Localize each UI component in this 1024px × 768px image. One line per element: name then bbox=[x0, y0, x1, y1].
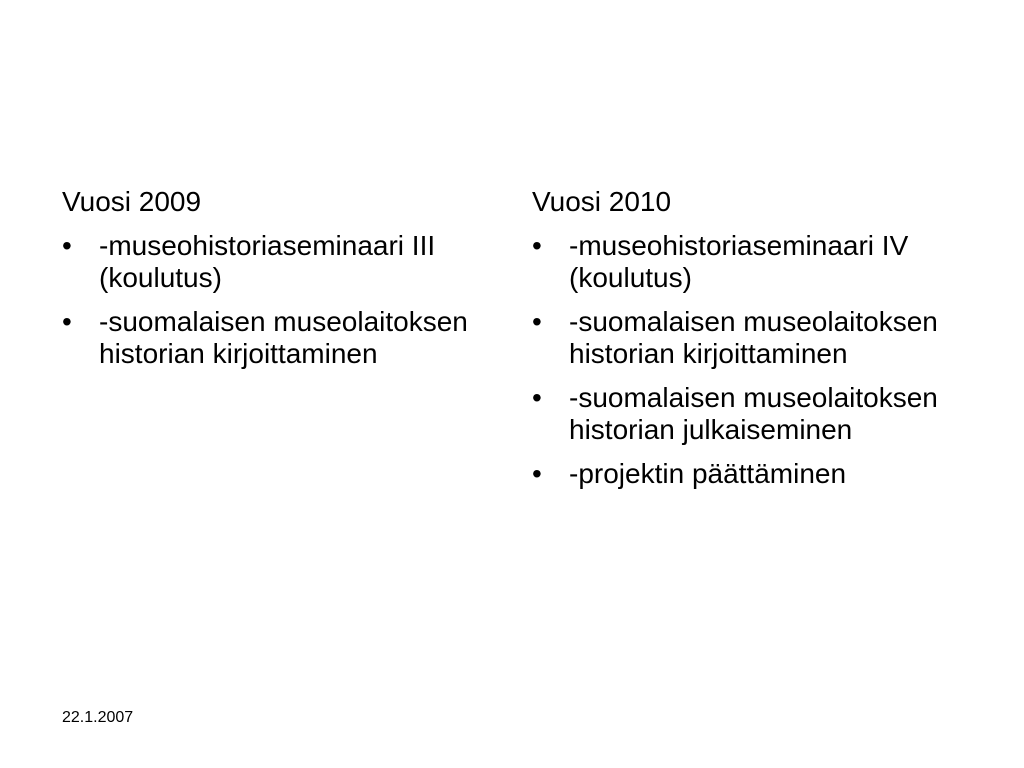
left-bullet-list bbox=[62, 230, 502, 370]
footer-date: 22.1.2007 bbox=[62, 709, 134, 726]
left-column-heading: Vuosi 2009 bbox=[62, 186, 202, 217]
bullet-icon: • bbox=[532, 306, 542, 337]
list-item-text: -suomalaisen museolaitoksen historian kirjoittaminen bbox=[99, 306, 468, 369]
bullet-icon: • bbox=[62, 230, 72, 261]
bullet-icon: • bbox=[62, 306, 72, 337]
list-item-text: -museohistoriaseminaari III (koulutus) bbox=[99, 230, 436, 293]
right-column bbox=[532, 186, 972, 502]
list-item bbox=[62, 230, 502, 294]
list-item bbox=[532, 382, 972, 446]
bullet-icon: • bbox=[532, 230, 542, 261]
list-item-text: -suomalaisen museolaitoksen historian julkaiseminen bbox=[569, 382, 938, 445]
list-item bbox=[532, 306, 972, 370]
left-column bbox=[62, 186, 502, 382]
list-item bbox=[62, 306, 502, 370]
list-item-text: -projektin päättäminen bbox=[569, 458, 847, 489]
bullet-icon: • bbox=[532, 458, 542, 489]
list-item bbox=[532, 458, 972, 490]
right-column-heading: Vuosi 2010 bbox=[532, 186, 672, 217]
list-item bbox=[532, 230, 972, 294]
right-bullet-list bbox=[532, 230, 972, 490]
list-item-text: -suomalaisen museolaitoksen historian kirjoittaminen bbox=[569, 306, 938, 369]
bullet-icon: • bbox=[532, 382, 542, 413]
list-item-text: -museohistoriaseminaari IV (koulutus) bbox=[569, 230, 909, 293]
